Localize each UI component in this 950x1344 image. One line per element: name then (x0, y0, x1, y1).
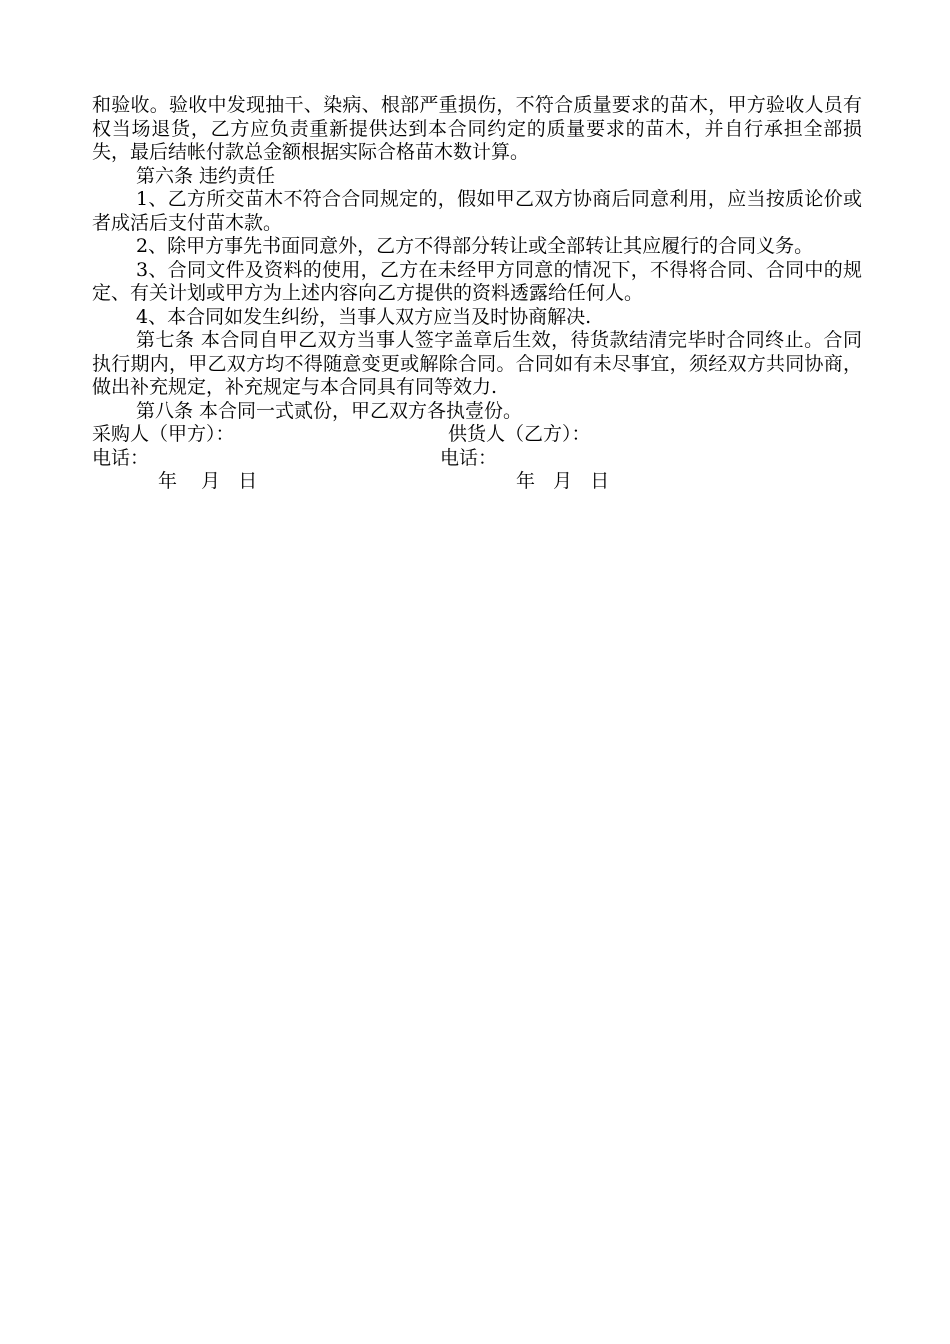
signature-party-row (92, 423, 862, 447)
clause-8: 第八条 本合同一式贰份，甲乙双方各执壹份。 (136, 399, 523, 422)
buyer-phone-label: 电话： (92, 446, 150, 469)
clause-6-item-4: 4、本合同如发生纠纷，当事人双方应当及时协商解决. (136, 305, 592, 328)
signature-date-row (92, 470, 862, 494)
buyer-label: 采购人（甲方）： (92, 423, 235, 445)
clause-6-heading: 第六条 违约责任 (136, 164, 276, 187)
buyer-date: 年 月 日 (158, 470, 258, 492)
supplier-phone-label: 电话： (440, 446, 498, 469)
clause-6-item-2: 2、除甲方事先书面同意外，乙方不得部分转让或全部转让其应履行的合同义务。 (136, 235, 814, 257)
clause-5-continuation: 和验收。验收中发现抽干、染病、根部严重损伤，不符合质量要求的苗木，甲方验收人员有权当场退货，乙方应负责重新提供达到本合同约定的质量要求的苗木，并自行承担全部损失，最后结帐付款总金额根据实际合格苗木数计算。 (92, 94, 862, 163)
clause-6-item-3: 3、合同文件及资料的使用，乙方在未经甲方同意的情况下，不得将合同、合同中的规定、有关计划或甲方为上述内容向乙方提供的资料透露给任何人。 (92, 258, 862, 304)
clause-6-item-1: 1、乙方所交苗木不符合合同规定的，假如甲乙双方协商后同意利用，应当按质论价或者成活后支付苗木款。 (92, 188, 862, 234)
supplier-date: 年 月 日 (516, 470, 610, 492)
document-page (92, 94, 862, 494)
supplier-label: 供货人（乙方）： (448, 423, 591, 445)
signature-phone-row (92, 447, 862, 471)
clause-7: 第七条 本合同自甲乙双方当事人签字盖章后生效，待货款结清完毕时合同终止。合同执行期内，甲乙双方均不得随意变更或解除合同。合同如有未尽事宜，须经双方共同协商，做出补充规定，补充规定与本合同具有同等效力. (92, 329, 862, 398)
